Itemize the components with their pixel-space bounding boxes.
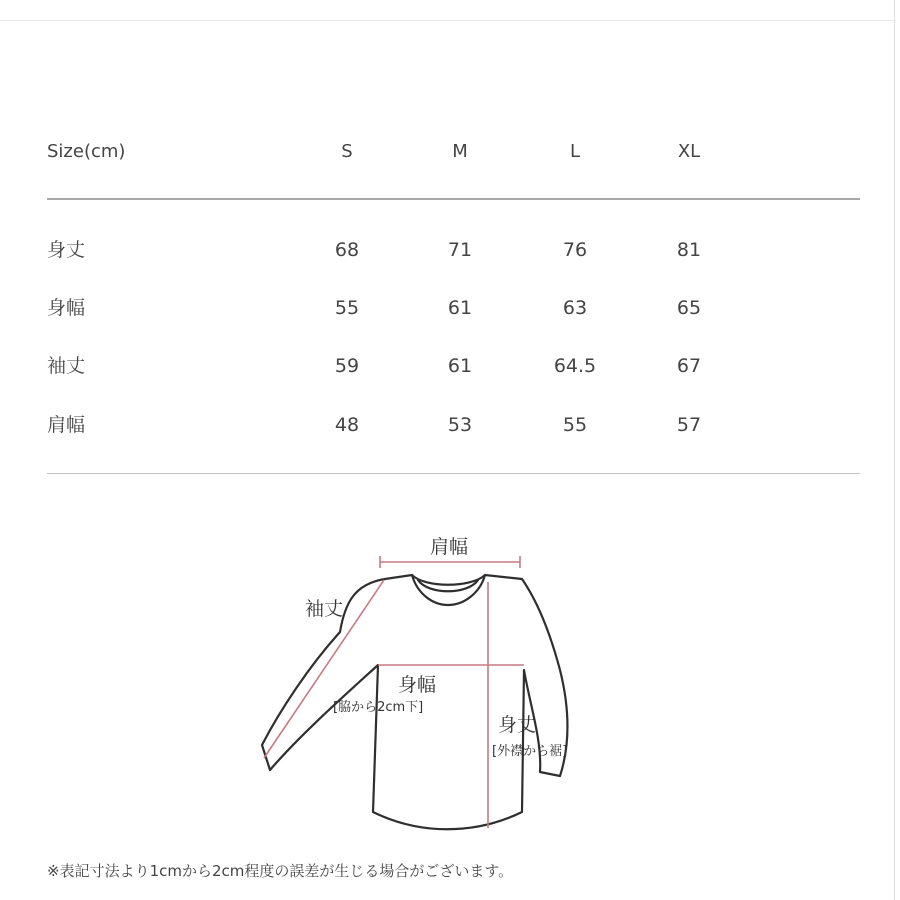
diagram-label-sleeve: 袖丈 <box>305 598 344 620</box>
diagram-label-length: 身丈 <box>498 714 537 736</box>
header-size-l: L <box>569 141 581 162</box>
table-cell: 68 <box>334 239 360 261</box>
row-label-sleeve: 袖丈 <box>47 355 86 377</box>
header-size-m: M <box>452 141 468 162</box>
table-bottom-divider <box>47 473 860 474</box>
row-label-length: 身丈 <box>47 239 86 261</box>
table-cell: 63 <box>562 297 588 319</box>
table-row <box>47 405 860 445</box>
right-border <box>894 0 895 900</box>
table-cell: 71 <box>447 239 473 261</box>
diagram-note-length: [外襟から裾] <box>492 744 568 759</box>
diagram-note-chest: [脇から2cm下] <box>333 700 424 715</box>
table-cell: 67 <box>676 355 702 377</box>
table-header-row <box>47 132 860 172</box>
table-cell: 61 <box>447 297 473 319</box>
table-cell: 61 <box>447 355 473 377</box>
tshirt-illustration <box>240 520 640 850</box>
table-cell: 64.5 <box>553 355 597 377</box>
measurement-diagram <box>240 520 640 850</box>
table-cell: 48 <box>334 414 360 436</box>
measurement-disclaimer: ※表記寸法より1cmから2cm程度の誤差が生じる場合がございます。 <box>47 862 514 880</box>
table-cell: 76 <box>562 239 588 261</box>
row-label-shoulder: 肩幅 <box>47 414 86 436</box>
top-border <box>0 20 894 21</box>
table-cell: 65 <box>676 297 702 319</box>
table-cell: 57 <box>676 414 702 436</box>
table-cell: 59 <box>334 355 360 377</box>
header-size-xl: XL <box>677 141 701 162</box>
diagram-label-shoulder: 肩幅 <box>430 536 469 558</box>
measurement-lines <box>264 556 524 828</box>
diagram-label-chest: 身幅 <box>398 674 437 696</box>
header-size-s: S <box>341 141 353 162</box>
table-cell: 55 <box>334 297 360 319</box>
table-cell: 55 <box>562 414 588 436</box>
table-row <box>47 346 860 386</box>
table-cell: 81 <box>676 239 702 261</box>
table-cell: 53 <box>447 414 473 436</box>
table-row <box>47 288 860 328</box>
row-label-chest: 身幅 <box>47 297 86 319</box>
header-size-cm: Size(cm) <box>47 141 126 162</box>
table-row <box>47 230 860 270</box>
header-divider <box>47 198 860 200</box>
